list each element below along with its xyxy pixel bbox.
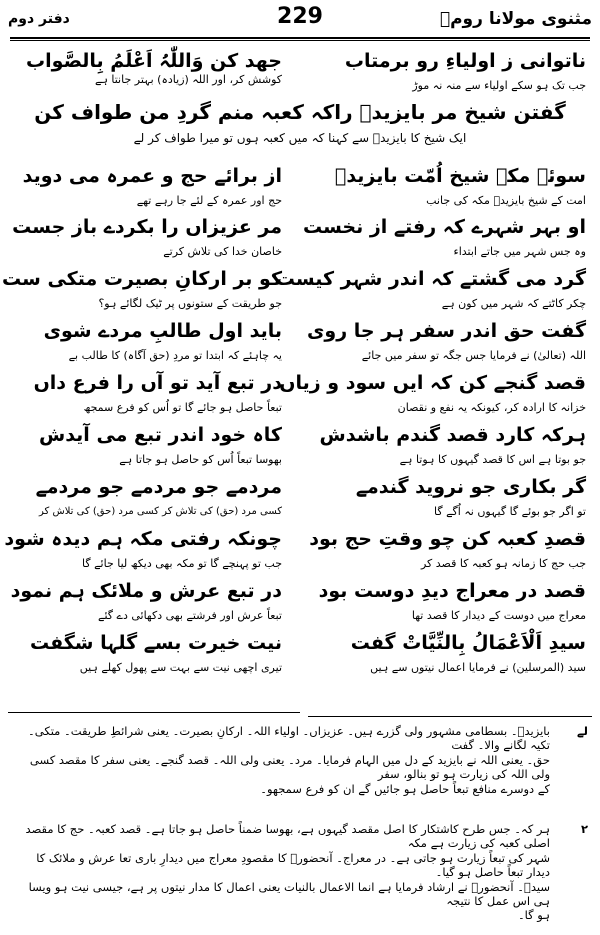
section-heading-translation: ایک شیخ کا بایزیدؒ سے کہنا کہ میں کعبہ ہوں تو میرا طواف کر لے [133,131,467,145]
verse-line: قصدِ کعبہ کن چو وقتِ حج بود [309,528,586,550]
footnote-line: بایزیدؒ۔ بسطامی مشہور ولی گزرے ہیں۔ عزیزاں۔ اولیاء اللہ۔ ارکانِ بصیرت۔ یعنی شرائطِ طریقت۔ متکی۔ تکیہ لگانے والا۔ گفت [28,724,550,753]
footnote [10,822,590,923]
footnote [10,724,590,796]
verse-line: قصد گنجے کن کہ ایں سود و زیاں [279,372,586,394]
section-heading: گفتن شیخ مر بایزیدؒ راکہ کعبہ منم گردِ من طواف کن [34,100,566,124]
footnote-number: لے [576,724,588,738]
footnote-line: کے دوسرے منافع تبعاً حاصل ہو جائیں گے ان کو فرع سمجھو۔ [260,781,550,796]
verse-translation: جو طریقت کے ستونوں پر ٹیک لگائے ہو؟ [98,297,282,310]
verse-line: در تبع آید تو آں را فرع داں [33,372,282,394]
verse-line: ہرکہ کارد قصد گندم باشدش [319,424,586,446]
verse-line: گفت حق اندر سفر ہر جا روی [306,320,586,342]
verse-translation: تبعاً حاصل ہو جائے گا تو اُس کو فرع سمجھ [83,401,282,414]
verse-translation: جب تو پہنچے گا تو مکہ بھی دیکھ لیا جائے گا [82,557,282,570]
verse-translation: چکر کاٹتے کہ شہر میں کون ہے [441,297,586,310]
footnote-separator [8,712,300,713]
verse-line: کو بر ارکانِ بصیرت متکی ست [2,268,282,290]
volume-label: دفتر دوم [8,11,70,27]
verse-translation: امت کے شیخ بایزیدؒ مکہ کی جانب [426,194,586,207]
verse-line: قصد در معراج دیدِ دوست بود [318,580,586,602]
footnote-line: ہو گا۔ [517,908,550,923]
verse-translation: جب تک ہو سکے اولیاء سے منہ نہ موڑ [412,79,586,92]
verse-translation: کسی مرد (حق) کی تلاش کر کسی مرد (حق) کی تلاش کر [39,506,282,517]
verse-line: گر بکاری جو نروید گندمے [355,476,586,498]
verse-translation: یہ چاہئے کہ ابتدا تو مردِ (حق آگاہ) کا طالب بے [68,349,282,362]
verse-translation: خاصان خدا کی تلاش کرتے [163,245,282,258]
verse-translation: سید (المرسلین) نے فرمایا اعمال نیتوں سے ہیں [370,661,586,674]
verse-translation: معراج میں دوست کے دیدار کا قصد تھا [411,609,586,622]
verse-line: باید اول طالبِ مردے شوی [43,320,282,342]
footnote-separator [308,716,592,717]
verse-line: از برائے حج و عمرہ می دوید [22,165,282,187]
verse-translation: بھوسا تبعاً اُس کو حاصل ہو جاتا ہے [119,453,282,466]
verse-translation: جب حج کا زمانہ ہو کعبہ کا قصد کر [420,557,586,570]
header-rule-thin [10,40,590,41]
footnote-line: شہر کی تبعاً زیارت ہو جاتی ہے۔ در معراج۔ آنحضورؐ کا مقصودِ معراج میں دیدارِ باری تعا عرش و ملائک کا دیدار تبعاً حاصل ہو گیا۔ [36,850,550,880]
verse-translation: تبعاً عرش اور فرشتے بھی دکھائی دے گئے [98,609,282,622]
verse-translation: اللہ (تعالیٰ) نے فرمایا جس جگہ تو سفر میں جائے [361,349,586,362]
verse-line: ناتوانی ز اولیاءِ رو برمتاب [344,50,586,72]
verse-translation: وہ جس شہر میں جاتے ابتداء [453,245,586,258]
page-number: 229 [277,4,323,29]
verse-line: مردمے جو مردمے جو مردمے [35,476,282,498]
verse-line: سیدِ اَلْاَعْمَالُ بِالنِّیَّاتْ گفت [350,632,586,654]
footnote-line: سیدؐ۔ آنحضورؐ نے ارشاد فرمایا ہے انما الاعمال بالنیات یعنی اعمال کا مدار نیتوں پر ہے، جیسی نیت ہو ویسا ہی اس عمل کا نتیجہ [28,879,550,908]
header-rule [10,37,590,39]
verse-line: نیت خیرت بسے گلہا شگفت [29,632,282,654]
verse-translation: حج اور عمرہ کے لئے جا رہے تھے [136,194,282,207]
verse-line: کاہ خود اندر تبع می آیدش [38,424,282,446]
running-header [8,2,592,36]
verse-line: در تبع عرش و ملائک ہم نمود [10,580,282,602]
verse-translation: تو اگر جو بوئے گا گیہوں نہ اُگے گا [434,505,586,518]
verse-line: گرد می گشتے کہ اندر شہر کیست [275,268,586,290]
verse-line: چونکہ رفتی مکہ ہم دیدہ شود [4,528,282,550]
footnote-line: ہر کہ۔ جس طرح کاشتکار کا اصل مقصد گیہوں ہے، بھوسا ضمناً حاصل ہو جاتا ہے۔ قصد کعبہ۔ حج کا مقصد اصلی کعبہ کی زیارت ہے مکہ [25,822,550,851]
footnote-line: حق۔ یعنی اللہ نے بایزید کے دل میں الہام فرمایا۔ مرد۔ یعنی ولی اللہ۔ قصد گنجے۔ یعنی سفر کا مقصد کسی ولی اللہ کی زیارت ہو تو بنالو، سفر [29,752,550,782]
verse-line: سوئے مکہ شیخ اُمّت بایزیدؒ [334,165,586,187]
book-title: مثنوی مولانا رومؒ [439,9,592,29]
verse-line: مر عزیزاں را بکردے باز جست [12,216,282,238]
verse-translation: جو بوتا ہے اس کا قصد گیہوں کا ہوتا ہے [399,453,586,466]
verse-translation: کوشش کر، اور اللہ (زیادہ) بہتر جانتا ہے [95,73,282,86]
verse-line: جهد کن وَاللّٰہُ اَعْلَمُ بِالصَّواب [26,50,282,72]
verse-translation: تیری اچھی نیت سے بہت سے پھول کھلے ہیں [79,661,282,674]
verse-line: او بہر شہرے کہ رفتے از نخست [302,216,586,238]
verse-translation: خزانہ کا ارادہ کر، کیونکہ یہ نفع و نقصان [397,401,586,414]
footnote-number: ۲ [580,822,588,836]
